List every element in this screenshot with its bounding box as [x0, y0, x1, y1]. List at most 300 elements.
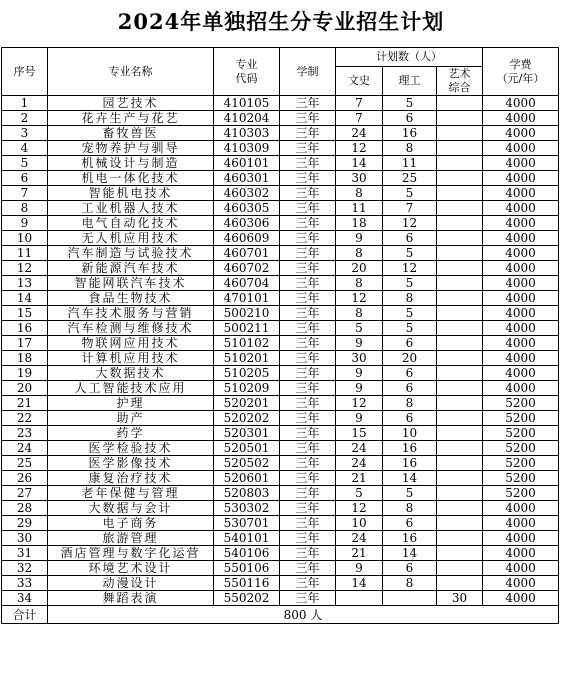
cell-tuition: 4000 — [483, 111, 559, 126]
table-row — [2, 336, 559, 351]
cell-major-name: 老年保健与管理 — [48, 486, 214, 501]
cell-seq: 11 — [2, 246, 48, 261]
cell-tuition: 5200 — [483, 426, 559, 441]
cell-seq: 30 — [2, 531, 48, 546]
cell-wenshi: 10 — [336, 516, 383, 531]
cell-wenshi: 8 — [336, 276, 383, 291]
cell-major-code: 520501 — [214, 441, 280, 456]
cell-art — [437, 486, 483, 501]
table-row — [2, 471, 559, 486]
cell-art — [437, 111, 483, 126]
cell-major-code: 410105 — [214, 96, 280, 111]
cell-wenshi: 24 — [336, 441, 383, 456]
table-row — [2, 351, 559, 366]
cell-wenshi: 24 — [336, 531, 383, 546]
cell-major-name: 畜牧兽医 — [48, 126, 214, 141]
table-row — [2, 171, 559, 186]
cell-school-system: 三年 — [280, 396, 336, 411]
cell-school-system: 三年 — [280, 186, 336, 201]
table-row — [2, 501, 559, 516]
cell-ligong: 11 — [383, 156, 437, 171]
cell-seq: 17 — [2, 336, 48, 351]
table-row — [2, 141, 559, 156]
cell-seq: 21 — [2, 396, 48, 411]
cell-art — [437, 276, 483, 291]
cell-school-system: 三年 — [280, 411, 336, 426]
cell-seq: 9 — [2, 216, 48, 231]
cell-major-name: 大数据与会计 — [48, 501, 214, 516]
cell-major-name: 电子商务 — [48, 516, 214, 531]
cell-art — [437, 561, 483, 576]
cell-art — [437, 306, 483, 321]
cell-major-code: 530701 — [214, 516, 280, 531]
header-major-code-line1: 专业 — [235, 57, 258, 71]
cell-art — [437, 441, 483, 456]
cell-art — [437, 516, 483, 531]
cell-tuition: 5200 — [483, 441, 559, 456]
cell-ligong: 6 — [383, 111, 437, 126]
cell-wenshi: 12 — [336, 501, 383, 516]
cell-tuition: 5200 — [483, 471, 559, 486]
cell-tuition: 5200 — [483, 486, 559, 501]
cell-wenshi: 5 — [336, 486, 383, 501]
cell-wenshi: 8 — [336, 306, 383, 321]
cell-major-name: 人工智能技术应用 — [48, 381, 214, 396]
cell-school-system: 三年 — [280, 231, 336, 246]
cell-ligong: 16 — [383, 126, 437, 141]
cell-major-code: 460301 — [214, 171, 280, 186]
cell-major-name: 机械设计与制造 — [48, 156, 214, 171]
cell-art — [437, 261, 483, 276]
cell-ligong: 12 — [383, 261, 437, 276]
cell-school-system: 三年 — [280, 336, 336, 351]
table-row — [2, 246, 559, 261]
cell-major-name: 酒店管理与数字化运营 — [48, 546, 214, 561]
cell-major-name: 计算机应用技术 — [48, 351, 214, 366]
table-row — [2, 291, 559, 306]
cell-seq: 2 — [2, 111, 48, 126]
cell-tuition: 4000 — [483, 501, 559, 516]
cell-major-code: 520202 — [214, 411, 280, 426]
cell-ligong: 16 — [383, 531, 437, 546]
cell-tuition: 4000 — [483, 366, 559, 381]
cell-school-system: 三年 — [280, 96, 336, 111]
cell-major-name: 药学 — [48, 426, 214, 441]
table-row — [2, 261, 559, 276]
cell-school-system: 三年 — [280, 246, 336, 261]
cell-ligong: 25 — [383, 171, 437, 186]
cell-art — [437, 426, 483, 441]
cell-school-system: 三年 — [280, 171, 336, 186]
table-row — [2, 411, 559, 426]
cell-tuition: 4000 — [483, 381, 559, 396]
cell-art: 30 — [437, 591, 483, 606]
cell-art — [437, 336, 483, 351]
cell-seq: 31 — [2, 546, 48, 561]
header-art-line1: 艺术 — [448, 67, 471, 80]
enrollment-plan-table — [1, 47, 559, 624]
cell-major-code: 540106 — [214, 546, 280, 561]
cell-seq: 20 — [2, 381, 48, 396]
table-body — [2, 96, 559, 606]
header-art — [437, 67, 483, 96]
cell-ligong: 14 — [383, 471, 437, 486]
cell-seq: 18 — [2, 351, 48, 366]
table-row — [2, 546, 559, 561]
cell-school-system: 三年 — [280, 276, 336, 291]
cell-school-system: 三年 — [280, 546, 336, 561]
cell-major-name: 康复治疗技术 — [48, 471, 214, 486]
cell-major-code: 520803 — [214, 486, 280, 501]
cell-school-system: 三年 — [280, 531, 336, 546]
cell-art — [437, 231, 483, 246]
cell-wenshi: 7 — [336, 111, 383, 126]
cell-ligong — [383, 591, 437, 606]
cell-major-name: 助产 — [48, 411, 214, 426]
header-major-name: 专业名称 — [48, 48, 214, 96]
cell-major-name: 宠物养护与驯导 — [48, 141, 214, 156]
cell-seq: 16 — [2, 321, 48, 336]
cell-tuition: 4000 — [483, 531, 559, 546]
cell-seq: 28 — [2, 501, 48, 516]
cell-seq: 13 — [2, 276, 48, 291]
cell-seq: 27 — [2, 486, 48, 501]
cell-ligong: 6 — [383, 381, 437, 396]
cell-tuition: 4000 — [483, 336, 559, 351]
cell-major-code: 520201 — [214, 396, 280, 411]
cell-major-name: 汽车技术服务与营销 — [48, 306, 214, 321]
cell-school-system: 三年 — [280, 516, 336, 531]
cell-seq: 15 — [2, 306, 48, 321]
cell-major-code: 410204 — [214, 111, 280, 126]
table-row — [2, 486, 559, 501]
table-row — [2, 201, 559, 216]
table-row — [2, 531, 559, 546]
cell-wenshi: 20 — [336, 261, 383, 276]
table-row — [2, 186, 559, 201]
cell-art — [437, 96, 483, 111]
cell-school-system: 三年 — [280, 591, 336, 606]
cell-wenshi: 8 — [336, 246, 383, 261]
cell-school-system: 三年 — [280, 201, 336, 216]
cell-major-code: 510205 — [214, 366, 280, 381]
cell-major-name: 舞蹈表演 — [48, 591, 214, 606]
cell-ligong: 8 — [383, 291, 437, 306]
cell-major-name: 旅游管理 — [48, 531, 214, 546]
cell-tuition: 4000 — [483, 216, 559, 231]
cell-seq: 33 — [2, 576, 48, 591]
cell-wenshi: 9 — [336, 366, 383, 381]
cell-seq: 5 — [2, 156, 48, 171]
table-row — [2, 396, 559, 411]
cell-ligong: 6 — [383, 561, 437, 576]
cell-major-name: 电气自动化技术 — [48, 216, 214, 231]
cell-seq: 1 — [2, 96, 48, 111]
cell-tuition: 4000 — [483, 261, 559, 276]
cell-tuition: 4000 — [483, 186, 559, 201]
cell-school-system: 三年 — [280, 471, 336, 486]
cell-seq: 8 — [2, 201, 48, 216]
cell-tuition: 4000 — [483, 546, 559, 561]
cell-tuition: 4000 — [483, 156, 559, 171]
cell-ligong: 5 — [383, 186, 437, 201]
cell-tuition: 4000 — [483, 246, 559, 261]
cell-art — [437, 156, 483, 171]
cell-tuition: 4000 — [483, 231, 559, 246]
cell-major-name: 工业机器人技术 — [48, 201, 214, 216]
cell-ligong: 5 — [383, 276, 437, 291]
cell-seq: 29 — [2, 516, 48, 531]
cell-art — [437, 141, 483, 156]
cell-wenshi: 9 — [336, 231, 383, 246]
table-total-row — [2, 606, 559, 624]
cell-wenshi: 9 — [336, 561, 383, 576]
cell-major-name: 汽车制造与试验技术 — [48, 246, 214, 261]
header-major-code-line2: 代码 — [235, 71, 258, 85]
cell-wenshi: 9 — [336, 381, 383, 396]
cell-tuition: 5200 — [483, 411, 559, 426]
cell-school-system: 三年 — [280, 126, 336, 141]
table-row — [2, 321, 559, 336]
cell-major-name: 医学影像技术 — [48, 456, 214, 471]
cell-ligong: 16 — [383, 456, 437, 471]
cell-school-system: 三年 — [280, 111, 336, 126]
table-row — [2, 426, 559, 441]
cell-major-name: 智能网联汽车技术 — [48, 276, 214, 291]
cell-wenshi: 5 — [336, 321, 383, 336]
cell-wenshi: 7 — [336, 96, 383, 111]
cell-major-code: 520502 — [214, 456, 280, 471]
cell-major-name: 园艺技术 — [48, 96, 214, 111]
cell-tuition: 5200 — [483, 456, 559, 471]
cell-school-system: 三年 — [280, 366, 336, 381]
cell-art — [437, 501, 483, 516]
cell-seq: 6 — [2, 171, 48, 186]
header-seq: 序号 — [2, 48, 48, 96]
cell-ligong: 5 — [383, 486, 437, 501]
cell-art — [437, 246, 483, 261]
cell-school-system: 三年 — [280, 306, 336, 321]
cell-art — [437, 126, 483, 141]
cell-seq: 24 — [2, 441, 48, 456]
cell-major-name: 物联网应用技术 — [48, 336, 214, 351]
cell-major-name: 环境艺术设计 — [48, 561, 214, 576]
cell-seq: 12 — [2, 261, 48, 276]
cell-art — [437, 291, 483, 306]
cell-major-name: 新能源汽车技术 — [48, 261, 214, 276]
cell-major-code: 550106 — [214, 561, 280, 576]
table-row — [2, 561, 559, 576]
cell-art — [437, 411, 483, 426]
cell-seq: 4 — [2, 141, 48, 156]
cell-seq: 14 — [2, 291, 48, 306]
cell-major-code: 460305 — [214, 201, 280, 216]
table-row — [2, 381, 559, 396]
header-art-line2: 综合 — [448, 81, 471, 94]
cell-tuition: 4000 — [483, 591, 559, 606]
cell-ligong: 8 — [383, 501, 437, 516]
cell-wenshi: 24 — [336, 126, 383, 141]
cell-major-name: 医学检验技术 — [48, 441, 214, 456]
table-row — [2, 126, 559, 141]
cell-art — [437, 456, 483, 471]
cell-major-code: 550116 — [214, 576, 280, 591]
cell-art — [437, 396, 483, 411]
cell-wenshi: 12 — [336, 396, 383, 411]
header-tuition-line1: 学费 — [509, 57, 532, 71]
cell-tuition: 4000 — [483, 321, 559, 336]
cell-art — [437, 576, 483, 591]
cell-wenshi — [336, 591, 383, 606]
table-row — [2, 306, 559, 321]
cell-wenshi: 24 — [336, 456, 383, 471]
cell-school-system: 三年 — [280, 351, 336, 366]
cell-ligong: 8 — [383, 396, 437, 411]
cell-major-name: 无人机应用技术 — [48, 231, 214, 246]
cell-major-code: 470101 — [214, 291, 280, 306]
cell-tuition: 4000 — [483, 276, 559, 291]
cell-art — [437, 546, 483, 561]
table-row — [2, 156, 559, 171]
cell-tuition: 4000 — [483, 561, 559, 576]
cell-major-code: 500211 — [214, 321, 280, 336]
cell-school-system: 三年 — [280, 141, 336, 156]
cell-ligong: 7 — [383, 201, 437, 216]
header-major-code — [214, 48, 280, 96]
cell-major-code: 410309 — [214, 141, 280, 156]
cell-school-system: 三年 — [280, 501, 336, 516]
cell-major-code: 510201 — [214, 351, 280, 366]
header-school-system: 学制 — [280, 48, 336, 96]
cell-art — [437, 351, 483, 366]
cell-major-code: 460609 — [214, 231, 280, 246]
cell-major-code: 500210 — [214, 306, 280, 321]
cell-wenshi: 8 — [336, 186, 383, 201]
header-wenshi: 文史 — [336, 67, 383, 96]
cell-tuition: 4000 — [483, 291, 559, 306]
header-ligong: 理工 — [383, 67, 437, 96]
cell-tuition: 4000 — [483, 516, 559, 531]
table-row — [2, 231, 559, 246]
total-value: 800 人 — [48, 606, 559, 624]
cell-seq: 23 — [2, 426, 48, 441]
cell-ligong: 6 — [383, 411, 437, 426]
table-row — [2, 441, 559, 456]
cell-major-code: 460101 — [214, 156, 280, 171]
table-row — [2, 111, 559, 126]
cell-major-name: 动漫设计 — [48, 576, 214, 591]
cell-seq: 19 — [2, 366, 48, 381]
cell-ligong: 5 — [383, 246, 437, 261]
cell-wenshi: 9 — [336, 336, 383, 351]
table-row — [2, 456, 559, 471]
cell-seq: 32 — [2, 561, 48, 576]
cell-school-system: 三年 — [280, 216, 336, 231]
cell-art — [437, 366, 483, 381]
cell-major-code: 520601 — [214, 471, 280, 486]
cell-school-system: 三年 — [280, 156, 336, 171]
cell-school-system: 三年 — [280, 291, 336, 306]
cell-school-system: 三年 — [280, 426, 336, 441]
cell-ligong: 6 — [383, 516, 437, 531]
cell-school-system: 三年 — [280, 561, 336, 576]
cell-ligong: 10 — [383, 426, 437, 441]
cell-major-code: 460701 — [214, 246, 280, 261]
cell-ligong: 6 — [383, 336, 437, 351]
cell-ligong: 5 — [383, 96, 437, 111]
cell-ligong: 8 — [383, 141, 437, 156]
cell-wenshi: 30 — [336, 351, 383, 366]
cell-art — [437, 381, 483, 396]
cell-art — [437, 531, 483, 546]
cell-wenshi: 18 — [336, 216, 383, 231]
cell-seq: 25 — [2, 456, 48, 471]
cell-tuition: 4000 — [483, 306, 559, 321]
header-plan-count: 计划数（人） — [336, 48, 483, 67]
table-row — [2, 591, 559, 606]
table-row — [2, 96, 559, 111]
cell-tuition: 4000 — [483, 141, 559, 156]
cell-school-system: 三年 — [280, 261, 336, 276]
cell-seq: 34 — [2, 591, 48, 606]
cell-tuition: 4000 — [483, 126, 559, 141]
cell-school-system: 三年 — [280, 486, 336, 501]
table-row — [2, 276, 559, 291]
cell-tuition: 4000 — [483, 96, 559, 111]
cell-ligong: 6 — [383, 366, 437, 381]
cell-wenshi: 15 — [336, 426, 383, 441]
cell-art — [437, 321, 483, 336]
cell-seq: 3 — [2, 126, 48, 141]
cell-major-code: 410303 — [214, 126, 280, 141]
total-label: 合计 — [2, 606, 48, 624]
cell-major-name: 大数据技术 — [48, 366, 214, 381]
cell-art — [437, 186, 483, 201]
cell-school-system: 三年 — [280, 321, 336, 336]
table-row — [2, 576, 559, 591]
cell-tuition: 4000 — [483, 576, 559, 591]
cell-art — [437, 171, 483, 186]
cell-major-code: 460704 — [214, 276, 280, 291]
cell-major-code: 510209 — [214, 381, 280, 396]
cell-wenshi: 30 — [336, 171, 383, 186]
cell-seq: 22 — [2, 411, 48, 426]
cell-wenshi: 12 — [336, 291, 383, 306]
cell-major-code: 460302 — [214, 186, 280, 201]
cell-ligong: 12 — [383, 216, 437, 231]
cell-major-code: 530302 — [214, 501, 280, 516]
cell-art — [437, 471, 483, 486]
cell-school-system: 三年 — [280, 456, 336, 471]
cell-major-name: 机电一体化技术 — [48, 171, 214, 186]
cell-ligong: 6 — [383, 231, 437, 246]
table-row — [2, 366, 559, 381]
cell-seq: 26 — [2, 471, 48, 486]
cell-major-code: 550202 — [214, 591, 280, 606]
cell-ligong: 16 — [383, 441, 437, 456]
cell-ligong: 14 — [383, 546, 437, 561]
table-row — [2, 216, 559, 231]
cell-school-system: 三年 — [280, 381, 336, 396]
cell-ligong: 5 — [383, 321, 437, 336]
cell-seq: 7 — [2, 186, 48, 201]
cell-major-name: 花卉生产与花艺 — [48, 111, 214, 126]
cell-wenshi: 12 — [336, 141, 383, 156]
cell-ligong: 5 — [383, 306, 437, 321]
cell-major-code: 460702 — [214, 261, 280, 276]
cell-tuition: 4000 — [483, 201, 559, 216]
cell-major-code: 540101 — [214, 531, 280, 546]
